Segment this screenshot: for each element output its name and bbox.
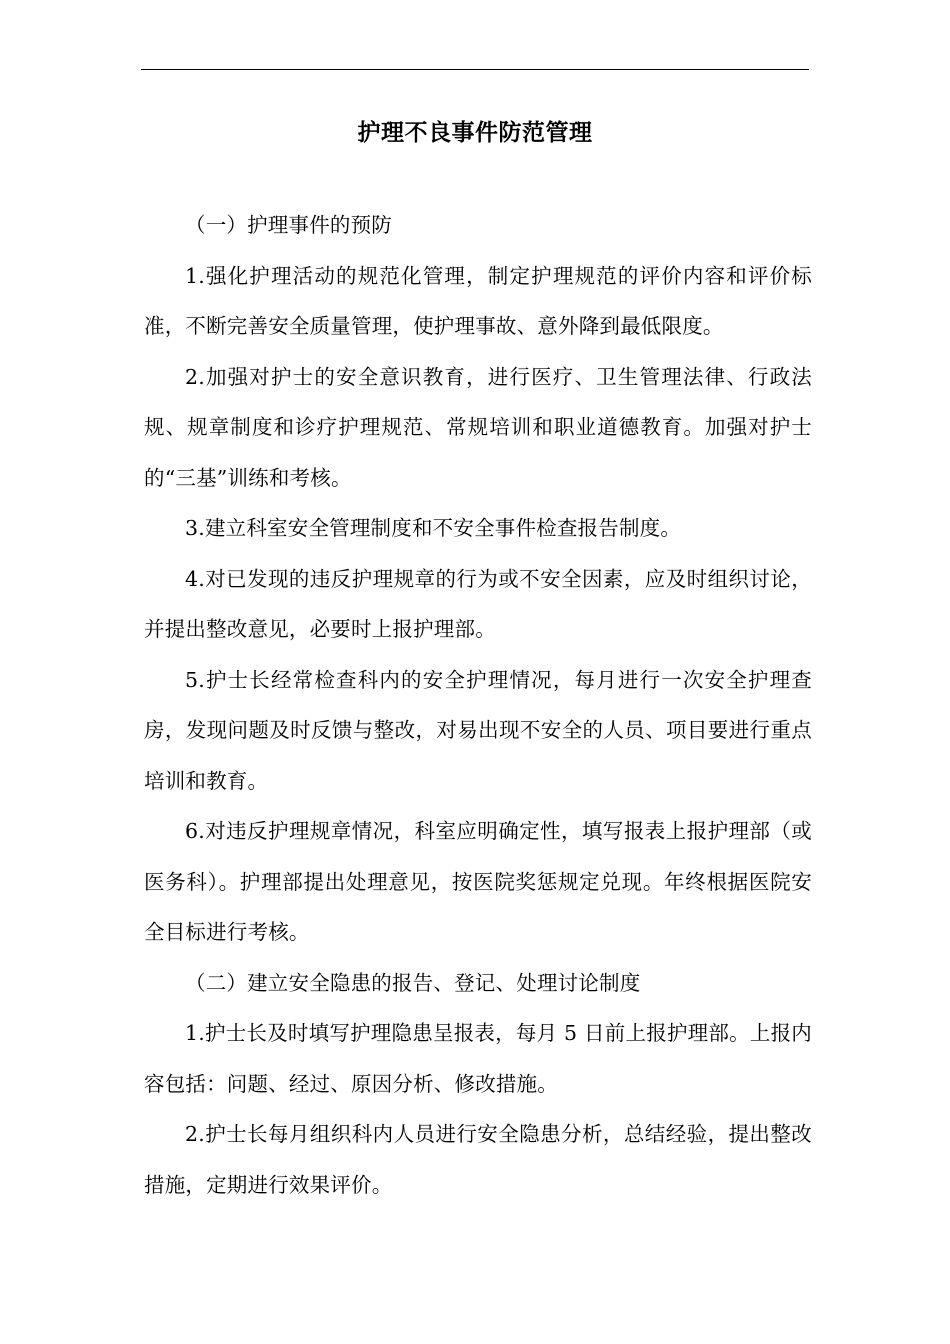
document-body: [144, 200, 812, 1210]
page-title: 护理不良事件防范管理: [357, 120, 593, 147]
header-rule: [141, 69, 809, 70]
paragraph: 2.加强对护士的安全意识教育，进行医疗、卫生管理法律、行政法规、规章制度和诊疗护理规范、常规培训和职业道德教育。加强对护士的“三基”训练和考核。: [144, 364, 812, 490]
paragraph: 3.建立科室安全管理制度和不安全事件检查报告制度。: [185, 516, 682, 540]
section-heading-reporting: （二）建立安全隐患的报告、登记、处理讨论制度: [185, 970, 641, 995]
paragraph: 1.强化护理活动的规范化管理，制定护理规范的评价内容和评价标准，不断完善安全质量管理，使护理事故、意外降到最低限度。: [144, 263, 812, 338]
section-heading-prevention: （一）护理事件的预防: [185, 213, 392, 237]
paragraph: 2.护士长每月组织科内人员进行安全隐患分析，总结经验，提出整改措施，定期进行效果评价。: [144, 1122, 812, 1197]
paragraph: 4.对已发现的违反护理规章的行为或不安全因素，应及时组织讨论，并提出整改意见，必要时上报护理部。: [144, 566, 812, 641]
paragraph: 5.护士长经常检查科内的安全护理情况，每月进行一次安全护理查房，发现问题及时反馈与整改，对易出现不安全的人员、项目要进行重点培训和教育。: [144, 667, 812, 793]
paragraph: 1.护士长及时填写护理隐患呈报表，每月 5 日前上报护理部。上报内容包括：问题、经过、原因分析、修改措施。: [144, 1021, 812, 1096]
paragraph: 6.对违反护理规章情况，科室应明确定性，填写报表上报护理部（或医务科）。护理部提出处理意见，按医院奖惩规定兑现。年终根据医院安全目标进行考核。: [144, 819, 812, 944]
